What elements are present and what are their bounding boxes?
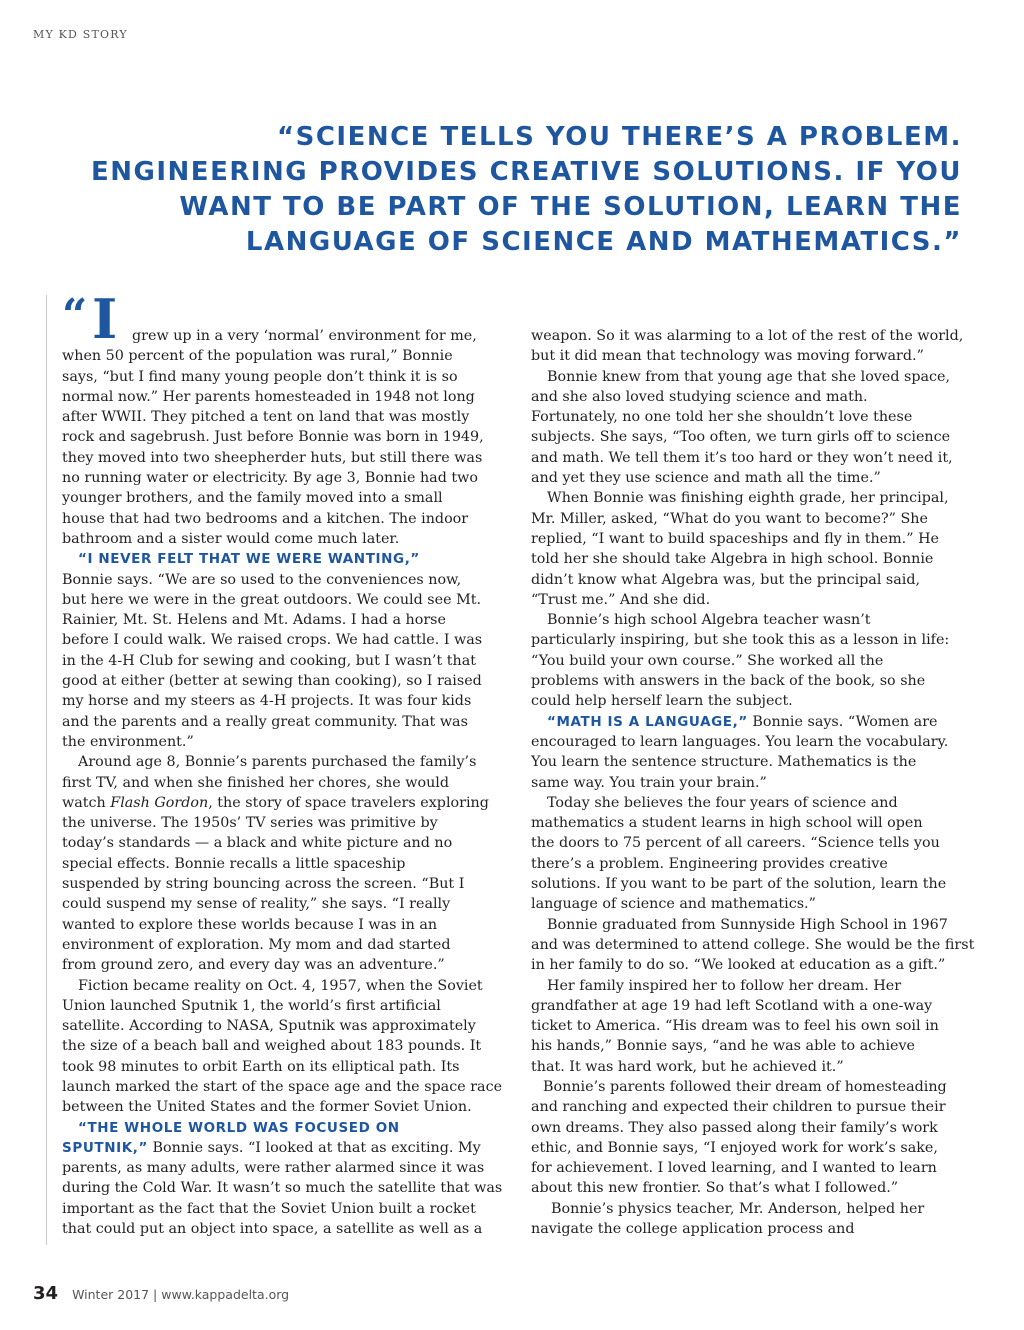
text-line	[531, 590, 963, 610]
text-line	[531, 752, 963, 772]
text-line	[531, 793, 963, 813]
text-run: navigate the college application process and	[531, 1221, 855, 1238]
text-line	[62, 1158, 492, 1178]
text-line	[62, 590, 492, 610]
text-run: language of science and mathematics.”	[531, 896, 816, 913]
text-run: the environment.”	[62, 733, 194, 750]
text-run: ticket to America. “His dream was to feel his own soil in	[531, 1018, 939, 1035]
text-run: You learn the sentence structure. Mathematics is the	[531, 754, 917, 771]
text-line	[531, 1036, 963, 1056]
pull-quote-line: ENGINEERING PROVIDES CREATIVE SOLUTIONS. IF YOU	[91, 157, 962, 187]
text-run: and was determined to attend college. She would be the first	[531, 936, 975, 953]
text-line	[62, 468, 492, 488]
text-run: same way. You train your brain.”	[531, 774, 767, 791]
text-run: ethic, and Bonnie says, “I enjoyed work for work’s sake,	[531, 1139, 938, 1156]
text-line	[531, 1118, 963, 1138]
text-line	[531, 387, 963, 407]
text-line	[62, 1178, 503, 1198]
text-run: that could put an object into space, a satellite as well as a	[62, 1221, 483, 1238]
text-run: could suspend my sense of reality,” she says. “I really	[62, 896, 451, 913]
text-line	[531, 549, 963, 569]
text-run: parents, as many adults, were rather alarmed since it was	[62, 1160, 485, 1177]
text-run: during the Cold War. It wasn’t so much the satellite that was	[62, 1180, 503, 1197]
text-run: Her family inspired her to follow her dream. Her	[547, 977, 902, 994]
text-line	[62, 1199, 492, 1219]
text-run: suspended by string bouncing across the screen. “But I	[62, 876, 465, 893]
text-run: good at either (better at sewing than cooking), so I raised	[62, 673, 482, 690]
article-column-left	[62, 326, 503, 1239]
text-line	[62, 996, 492, 1016]
text-run: first TV, and when she finished her chores, she would	[62, 774, 450, 791]
text-run: in her family to do so. “We looked at education as a gift.”	[531, 957, 946, 974]
text-run: bathroom and a sister would come much later.	[62, 530, 400, 547]
text-run: but here we were in the great outdoors. We could see Mt.	[62, 591, 482, 608]
text-line	[62, 854, 492, 874]
pull-quote	[42, 120, 962, 260]
text-line	[62, 407, 492, 427]
text-run: Bonnie’s high school Algebra teacher wasn’t	[547, 612, 871, 629]
text-run: particularly inspiring, but she took this as a lesson in life:	[531, 632, 950, 649]
text-line	[62, 509, 492, 529]
text-line	[531, 996, 963, 1016]
text-line	[531, 833, 963, 853]
footer-issue	[72, 1287, 289, 1302]
text-line	[62, 1138, 492, 1158]
text-run: Bonnie’s parents followed their dream of homesteading	[543, 1078, 947, 1095]
drop-cap-letter: I	[92, 287, 118, 351]
text-run: no running water or electricity. By age 3, Bonnie had two	[62, 470, 478, 487]
text-run: today’s standards — a black and white picture and no	[62, 835, 453, 852]
text-run: environment of exploration. My mom and dad started	[62, 936, 451, 953]
text-run: and math. We tell them it’s too hard or they won’t need it,	[531, 449, 953, 466]
text-run: own dreams. They also passed along their family’s work	[531, 1119, 938, 1136]
text-line	[531, 407, 963, 427]
text-line	[531, 732, 963, 752]
page-number: 34	[33, 1283, 59, 1304]
text-line	[531, 1057, 963, 1077]
lead-in-phrase: “THE WHOLE WORLD WAS FOCUSED ON	[78, 1119, 400, 1136]
text-line	[531, 427, 963, 447]
text-line	[62, 691, 492, 711]
text-line	[62, 1097, 492, 1117]
text-run: took 98 minutes to orbit Earth on its elliptical path. Its	[62, 1058, 460, 1075]
text-run: wanted to explore these worlds because I was in an	[62, 916, 438, 933]
text-line	[531, 468, 963, 488]
text-line	[531, 1158, 963, 1178]
text-run: When Bonnie was finishing eighth grade, her principal,	[547, 490, 949, 507]
text-run: his hands,” Bonnie says, “and he was able to achieve	[531, 1038, 916, 1055]
text-line	[531, 651, 963, 671]
text-run: could help herself learn the subject.	[531, 693, 793, 710]
text-run: and the parents and a really great community. That was	[62, 713, 468, 730]
text-line	[531, 610, 963, 630]
text-run: when 50 percent of the population was rural,” Bonnie	[62, 348, 453, 365]
text-run: weapon. So it was alarming to a lot of the rest of the world,	[531, 328, 964, 344]
text-line	[531, 448, 963, 468]
text-line	[531, 976, 963, 996]
text-line	[62, 1219, 492, 1239]
text-run: and she also loved studying science and math.	[531, 388, 868, 405]
text-run: house that had two bedrooms and a kitchen. The indoor	[62, 510, 469, 527]
text-line	[531, 1016, 963, 1036]
text-run: encouraged to learn languages. You learn the vocabulary.	[531, 733, 949, 750]
text-run: Rainier, Mt. St. Helens and Mt. Adams. I had a horse	[62, 612, 446, 629]
text-line	[531, 509, 963, 529]
text-run: important as the fact that the Soviet Union built a rocket	[62, 1200, 476, 1217]
text-run: Bonnie graduated from Sunnyside High School in 1967	[547, 916, 948, 933]
text-line	[531, 346, 963, 366]
text-run: Bonnie says. “I looked at that as exciting. My	[147, 1139, 481, 1156]
text-run: “You build your own course.” She worked all the	[531, 652, 884, 669]
text-run: Around age 8, Bonnie’s parents purchased the family’s	[78, 754, 477, 771]
text-run: from ground zero, and every day was an adventure.”	[62, 957, 445, 974]
website-link[interactable]: www.kappadelta.org	[161, 1287, 290, 1302]
text-line	[531, 854, 963, 874]
text-run: and ranching and expected their children to pursue their	[531, 1099, 946, 1116]
text-line	[62, 976, 492, 996]
text-run: says, “but I find many young people don’t think it is so	[62, 368, 458, 385]
text-line	[531, 712, 963, 732]
text-run: before I could walk. We raised crops. We had cattle. I was	[62, 632, 483, 649]
text-run: special effects. Bonnie recalls a little spaceship	[62, 855, 406, 872]
lead-in-phrase: SPUTNIK,”	[62, 1139, 148, 1156]
text-line	[62, 448, 492, 468]
text-run: about this new frontier. So that’s what I followed.”	[531, 1180, 899, 1197]
text-run: replied, “I want to build spaceships and fly in them.” He	[531, 530, 939, 547]
text-line	[62, 935, 492, 955]
text-line	[531, 570, 963, 590]
text-line	[62, 427, 492, 447]
text-line	[531, 894, 963, 914]
text-line	[62, 874, 492, 894]
text-run: solutions. If you want to be part of the solution, learn the	[531, 876, 947, 893]
text-run: there’s a problem. Engineering provides creative	[531, 855, 888, 872]
text-line	[62, 915, 492, 935]
text-line	[62, 732, 492, 752]
text-run: , the story of space travelers exploring	[208, 794, 489, 811]
text-run: younger brothers, and the family moved into a small	[62, 490, 443, 507]
pull-quote-line: WANT TO BE PART OF THE SOLUTION, LEARN THE	[179, 192, 962, 222]
lead-in-phrase: “MATH IS A LANGUAGE,”	[547, 713, 748, 730]
text-line	[62, 1036, 492, 1056]
text-line	[531, 1138, 963, 1158]
text-line	[62, 570, 492, 590]
text-run: told her she should take Algebra in high school. Bonnie	[531, 551, 934, 568]
text-line	[62, 326, 492, 346]
text-line	[531, 955, 963, 975]
text-line	[531, 691, 963, 711]
text-run: that. It was hard work, but he achieved it.”	[531, 1058, 844, 1075]
text-run: Fiction became reality on Oct. 4, 1957, when the Soviet	[78, 977, 483, 994]
text-run: and yet they use science and math all the time.”	[531, 470, 881, 487]
lead-in-phrase: “I NEVER FELT THAT WE WERE WANTING,”	[78, 551, 420, 568]
text-line	[531, 915, 963, 935]
pull-quote-line: LANGUAGE OF SCIENCE AND MATHEMATICS.”	[245, 227, 962, 257]
text-line	[531, 529, 963, 549]
text-run: Fortunately, no one told her she shouldn’t love these	[531, 409, 913, 426]
text-line	[531, 1178, 963, 1198]
text-run: “Trust me.” And she did.	[531, 591, 711, 608]
text-run: but it did mean that technology was moving forward.”	[531, 348, 924, 365]
text-line	[62, 1077, 503, 1097]
text-run: didn’t know what Algebra was, but the principal said,	[531, 571, 921, 588]
drop-cap-quote-mark: “	[62, 290, 88, 341]
text-line	[531, 367, 963, 387]
text-line	[531, 1077, 963, 1097]
text-run: Mr. Miller, asked, “What do you want to become?” She	[531, 510, 928, 527]
text-line	[62, 1118, 492, 1138]
column-rule	[46, 295, 47, 1245]
text-run: problems with answers in the back of the book, so she	[531, 673, 926, 690]
text-run: Bonnie says. “We are so used to the conveniences now,	[62, 571, 462, 588]
text-line	[62, 651, 492, 671]
text-run: Bonnie knew from that young age that she loved space,	[547, 368, 951, 385]
text-run: for achievement. I loved learning, and I wanted to learn	[531, 1160, 937, 1177]
issue-date: Winter 2017	[72, 1287, 150, 1302]
text-line	[62, 773, 492, 793]
text-line	[62, 387, 492, 407]
text-line	[62, 813, 492, 833]
text-run: the doors to 75 percent of all careers. “Science tells you	[531, 835, 940, 852]
text-run: my horse and my steers as 4-H projects. It was four kids	[62, 693, 472, 710]
text-run: after WWII. They pitched a tent on land that was mostly	[62, 409, 470, 426]
text-line	[62, 529, 492, 549]
text-run: in the 4-H Club for sewing and cooking, but I wasn’t that	[62, 652, 476, 669]
text-line	[62, 346, 492, 366]
text-run: watch	[62, 794, 111, 811]
article-column-right	[531, 326, 975, 1239]
text-line	[531, 488, 963, 508]
text-run: launch marked the start of the space age and the space race	[62, 1078, 503, 1095]
pull-quote-line: “SCIENCE TELLS YOU THERE’S A PROBLEM.	[277, 122, 962, 152]
text-run: normal now.” Her parents homesteaded in 1948 not long	[62, 388, 475, 405]
page-footer	[33, 1283, 289, 1304]
text-line	[62, 752, 492, 772]
text-line	[62, 955, 492, 975]
text-run: Today she believes the four years of science and	[547, 794, 898, 811]
text-line	[62, 793, 492, 813]
text-line	[531, 671, 963, 691]
text-line	[531, 1097, 963, 1117]
text-line	[62, 549, 492, 569]
text-run: satellite. According to NASA, Sputnik was approximately	[62, 1018, 476, 1035]
text-line	[531, 874, 963, 894]
text-line	[62, 1016, 492, 1036]
text-run: Union launched Sputnik 1, the world’s first artificial	[62, 997, 441, 1014]
text-run: Flash Gordon	[110, 794, 209, 811]
text-line	[62, 1057, 492, 1077]
text-line	[531, 773, 963, 793]
text-line	[531, 1199, 963, 1219]
text-line	[62, 894, 492, 914]
text-line	[62, 630, 492, 650]
text-line	[531, 326, 963, 346]
text-line	[62, 671, 492, 691]
footer-separator: |	[153, 1287, 158, 1302]
text-run: grandfather at age 19 had left Scotland with a one-way	[531, 997, 933, 1014]
text-run: grew up in a very ‘normal’ environment for me,	[132, 328, 477, 344]
text-line	[62, 488, 492, 508]
text-line	[62, 833, 492, 853]
text-line	[531, 813, 963, 833]
text-run: the size of a beach ball and weighed about 183 pounds. It	[62, 1038, 482, 1055]
text-run: between the United States and the former Soviet Union.	[62, 1099, 472, 1116]
text-run: rock and sagebrush. Just before Bonnie was born in 1949,	[62, 429, 484, 446]
text-line	[62, 610, 492, 630]
text-line	[531, 935, 975, 955]
text-line	[531, 630, 963, 650]
text-line	[62, 367, 492, 387]
text-line	[62, 712, 492, 732]
text-run: they moved into two sheepherder huts, but still there was	[62, 449, 483, 466]
text-run: the universe. The 1950s’ TV series was primitive by	[62, 815, 438, 832]
text-run: mathematics a student learns in high school will open	[531, 815, 923, 832]
text-line	[531, 1219, 963, 1239]
text-run: Bonnie says. “Women are	[747, 713, 938, 730]
text-run: Bonnie’s physics teacher, Mr. Anderson, helped her	[551, 1200, 925, 1217]
section-label: MY KD STORY	[33, 28, 128, 41]
text-run: subjects. She says, “Too often, we turn girls off to science	[531, 429, 951, 446]
